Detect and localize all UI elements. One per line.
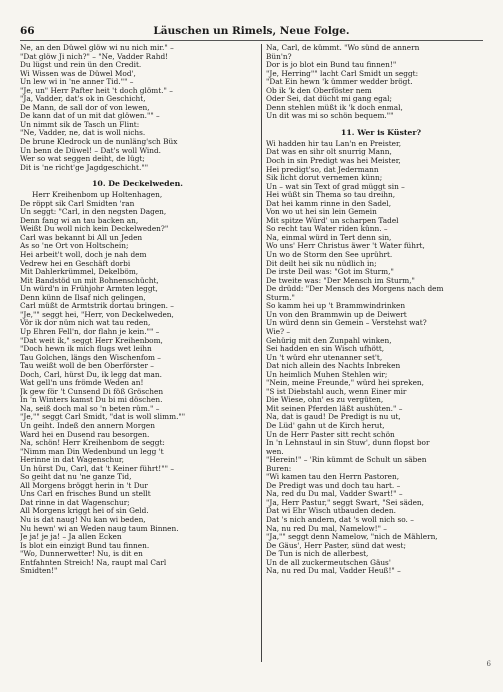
text-line: So kamm hei up 't Brammwindrinken [266, 302, 406, 311]
text-line: "Ne, Vadder, ne, dat is woll nichs. [20, 129, 146, 138]
text-line: Entfahnten Streich! Na, raupt mal Carl [20, 558, 167, 567]
right-column [266, 44, 496, 576]
text-line: Hei wüßt sin Thema so tau dreihn, [266, 191, 396, 200]
text-line: Doch, Carl, hürst Du, ik legg dat man. [20, 370, 162, 379]
text-line: "Dat glöw Ji nich?" – "Ne, Vadder Rahd! [20, 52, 169, 61]
poem-2-continuation [266, 44, 496, 121]
text-line: Tau weißt woll de ben Oberförster – [20, 362, 154, 371]
text-line: Vör ik dor nüm nich wat tau reden, [20, 319, 151, 328]
text-line: Un wo de Storm den See uprührt. [266, 251, 393, 260]
header-rule [20, 40, 483, 41]
text-line: Sei hadden en sin Wisch ufhött, [266, 345, 385, 354]
text-line: Smidten!" [20, 567, 58, 576]
text-line: "Je,"" seggt Carl Smidt, "dat is woll slimm."" [20, 413, 186, 422]
text-line: Denn künn de Ilsaf nich gelingen, [20, 293, 146, 302]
text-line: Un benn de Düwel! – Dat's woll Wind. [20, 146, 161, 155]
text-line: De Mann, de sall dor of von lewen, [20, 103, 150, 112]
text-line: Na, seiß doch mal so 'n beten rüm." – [20, 404, 160, 413]
text-line: Denn stehlen müßt ik 'k doch enmal, [266, 103, 403, 112]
text-line: Na, dat is gaud! De Predigt is nu ut, [266, 413, 401, 422]
text-line: In 'n Lehnstaul in sin Stuw', dunn flopst bor [266, 439, 430, 448]
text-line: Wer so wat seggen deiht, de lügt; [20, 155, 145, 164]
text-line: Na, Carl, de kümmt. "Wo sünd de annern [266, 44, 420, 52]
text-line: Dat 's nich andern, dat 's woll nich so. – [266, 515, 414, 524]
text-line: Denn fang wi an tau backen an, [20, 216, 139, 225]
text-line: Un würd denn sin Gemein – Verstehst wat? [266, 319, 427, 328]
text-line: Die Wiese, ohn' es zu vergüten, [266, 396, 384, 405]
text-line: "Je, un" Herr Pafter heit 't doch glömt." – [20, 86, 173, 95]
text-line: As so 'ne Ort von Holtschein; [20, 242, 129, 251]
text-line: Oder Sei, dat dücht mi gang egal; [266, 95, 392, 104]
text-line: "Wo, Dunnerwetter! Nu, is dit en [20, 550, 143, 559]
text-line: Doch in sin Predigt was hei Meister, [266, 157, 401, 166]
text-line: wen. [266, 447, 284, 456]
text-line: Na, red du Du mal, Vadder Swart!" – [266, 490, 403, 499]
text-line: "Dat weit ik," seggt Herr Kreihenbom, [20, 336, 163, 345]
text-line: Un heimlich Muhen Stehlen wir; [266, 370, 388, 379]
poem-3-text [266, 140, 496, 576]
text-line: "Nimm man Din Wedenbund un legg 't [20, 447, 164, 456]
text-line: De Lüd' gahn ut de Kirch herut, [266, 421, 385, 430]
text-line: Jk gew för 't Cunsend Di föß Gröschen [20, 387, 164, 396]
page-header [20, 25, 483, 39]
text-line: Dat rinne in dat Wagenschur; [20, 498, 130, 507]
text-line: Un de all zuckermeutschen Gäus' [266, 558, 391, 567]
text-line: Un seggt: "Carl, in den negsten Dagen, [20, 208, 167, 217]
text-line: Wi Wissen was de Düwel Mod', [20, 69, 136, 78]
text-line: De tweite was: "Der Mensch im Sturm," [266, 276, 415, 285]
text-line: So geiht dat nu 'ne ganze Tid, [20, 473, 132, 482]
poem-2-text [20, 191, 255, 576]
text-line: Herr Kreihenbom up Holtenhagen, [32, 191, 163, 200]
text-line: Hei arbeit't woll, doch je nah dem [20, 251, 147, 260]
text-line: Hei predigt'so, dat Jedermann [266, 165, 379, 174]
text-line: "Je, Herring"" lacht Carl Smidt un seggt: [266, 69, 419, 78]
text-line: "Ja, Vadder, dat's ok in Geschicht, [20, 95, 146, 104]
poem-2-heading: 10. De Deckelweden. [92, 179, 183, 189]
text-line: "Ja, Herr Pastur," seggt Swart, "Sei säden, [266, 498, 424, 507]
text-line: "Ja,"" seggt denn Namelow, "nich de Mählern, [266, 533, 438, 542]
text-line: De brune Kledrock un de nunläng'sch Büx [20, 138, 178, 147]
text-line: Nu is dat naug! Nu kan wi beden, [20, 515, 146, 524]
text-line: Ob ik 'k den Oberföster nem [266, 86, 372, 95]
text-line: Na, schön! Herr Kreihenbom de seggt: [20, 439, 165, 448]
text-line: Dat wi Ehr Wisch utbauden deden. [266, 507, 396, 516]
text-line: Un 't würd ehr utenanner set't, [266, 353, 383, 362]
text-line: Sik licht dorut vernemen künn; [266, 174, 383, 183]
text-line: Dor is jo blot ein Bund tau finnen!" [266, 61, 397, 70]
text-line: Carl müßt de Armtstrik dortau bringen. – [20, 302, 174, 311]
text-line: De Predigt was und doch tau hart. – [266, 481, 401, 490]
text-line: De röppt sik Carl Smidten 'ran [20, 199, 135, 208]
text-line: Mit Dahlerkrümmel, Dekelböm, [20, 268, 139, 277]
text-line: Du lügst und rein ün den Credit. [20, 61, 142, 70]
poem-3-heading: 11. Wer is Küster? [340, 127, 422, 137]
text-line: Un geiht. Indeß den annern Morgen [20, 421, 156, 430]
text-line: "Doch hewn ik mich flugs wet leihn [20, 345, 152, 354]
text-line: Up Ehren Fell'n, dor flahn je kein."" – [20, 327, 160, 336]
text-line: "S ist Diebstahl auch, wenn Einer mir [266, 387, 407, 396]
text-line: Nu hewn' wi an Weden naug taum Binnen. [20, 524, 179, 533]
text-line: De drüdd: "Der Mensch des Morgens nach dem [266, 285, 444, 294]
text-line: Mit Bandstöd un mit Bohnenschücht, [20, 276, 159, 285]
text-line: Tau Golchen, längs den Wischenfom – [20, 353, 161, 362]
text-line: De irste Deil was: "Got im Sturm," [266, 268, 394, 277]
text-line: De Tun is nich de allerbest, [266, 550, 369, 559]
text-line: Dit is 'ne richt'ge Jagdgeschicht."" [20, 163, 149, 172]
text-line: De kann dat of un mit dat glöwen."" – [20, 112, 160, 121]
text-line: In 'n Winters kamst Du bi mi döschen. [20, 396, 163, 405]
text-line: Wi hadden hir tau Lan'n en Preister, [266, 139, 402, 148]
text-line: Na, nu red Du mal, Vadder Heuß!" – [266, 567, 401, 576]
text-line: Un hürst Du, Carl, dat 't Keiner führt!"" – [20, 464, 175, 473]
left-column [20, 44, 255, 576]
text-line: "Dat Ein hewn 'k ümmer wedder brögt. [266, 78, 413, 87]
text-line: Un von den Brammwin up de Deiwert [266, 310, 407, 319]
text-line: Dit deilt hei sik nu nüdlich in; [266, 259, 377, 268]
text-line: Bün'n? [266, 52, 292, 61]
text-line: "Wi kamen tau den Herrn Pastoren, [266, 473, 400, 482]
text-line: Herinne in dat Wagenschur, [20, 456, 124, 465]
text-line: Un de Herr Paster sitt recht schön [266, 430, 395, 439]
text-line: Na, einmal würd in Tert denn sin, [266, 233, 392, 242]
text-line: So recht tau Water riden künn. – [266, 225, 388, 234]
text-line: All Morgens kriggt hei of sin Geld. [20, 507, 149, 516]
text-line: Un würd'n in Frühjohr Armten leggt, [20, 285, 158, 294]
text-line: Mit seinen Pferden läßt aushüten." – [266, 404, 403, 413]
text-line: Un – wat sin Text of grad müggt sin – [266, 182, 405, 191]
text-line: De Gäus', Herr Paster, sünd dat west; [266, 541, 406, 550]
text-line: Un nimmt sik de Tasch un Flint: [20, 120, 140, 129]
text-line: "Je,"" seggt hei, "Herr, von Deckelweden, [20, 310, 174, 319]
text-line: Buren: [266, 464, 292, 473]
text-line: Je ja! je ja! – Ja allen Ecken [20, 533, 122, 542]
page-number: 66 [20, 25, 35, 37]
text-line: All Morgens bröggt herin in 't Dur [20, 481, 148, 490]
text-line: Wie? – [266, 327, 291, 336]
text-line: Na, nu red Du mal, Namelow!" – [266, 524, 387, 533]
text-line: Dat nich allein des Nachts Inbreken [266, 362, 401, 371]
text-line: Ward hei en Dusend rau besorgen. [20, 430, 150, 439]
text-line: Dat was en sihr olt snurrig Mann, [266, 148, 392, 157]
text-line: Is blot ein einzigt Bund tau finnen. [20, 541, 150, 550]
text-line: Sturm." [266, 293, 295, 302]
text-line: Carl was bekannt bi All un Jeden [20, 233, 143, 242]
text-line: "Herein!" – 'Rin kümmt de Schult un säben [266, 456, 427, 465]
column-divider [261, 44, 262, 662]
footer-mark: 6 [486, 660, 491, 668]
text-line: Mit spitze Würd' un scharpen Tadel [266, 216, 399, 225]
text-line: Vedrew hei en Geschäft dorbi [20, 259, 131, 268]
text-line: Un lew wi in 'ne anner Tid."" – [20, 78, 134, 87]
text-line: Von wo ut hei sin lein Gemein [266, 208, 377, 217]
poem-1-text [20, 44, 255, 172]
running-title: Läuschen un Rimels, Neue Folge. [153, 25, 350, 37]
text-line: Ne, an den Düwel glöw wi nu nich mir." – [20, 44, 174, 52]
text-line: Un dit was mi so schön bequem."" [266, 112, 394, 121]
text-line: Wat gell'n uns frömde Weden an! [20, 379, 144, 388]
text-line: Uns Carl en frisches Bund un stellt [20, 490, 151, 499]
text-line: Weißt Du woll nich kein Deckelweden?" [20, 225, 169, 234]
text-line: Wo uns' Herr Christus äwer 't Water führt, [266, 242, 425, 251]
text-line: Gehürig mit den Zunpahl winken, [266, 336, 392, 345]
text-line: "Nein, meine Freunde," würd hei spreken, [266, 379, 424, 388]
text-line: Dat hei kamm rinne in den Sadel, [266, 199, 392, 208]
